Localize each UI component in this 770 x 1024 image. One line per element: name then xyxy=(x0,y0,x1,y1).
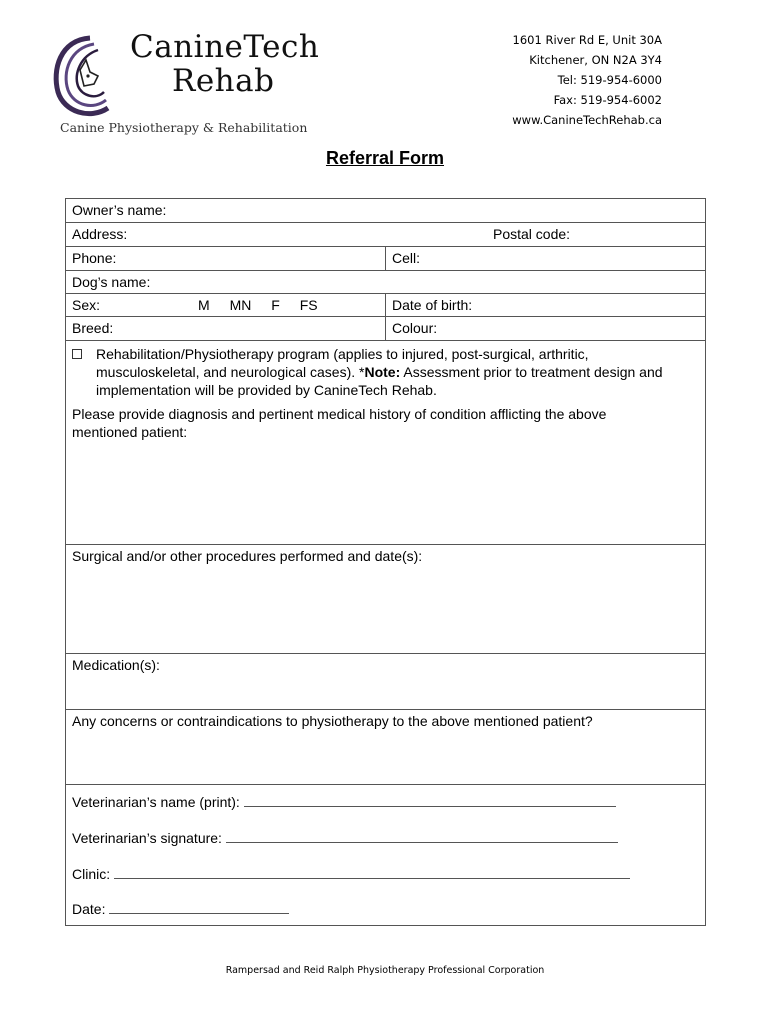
address-fax: Fax: 519-954-6002 xyxy=(553,93,662,107)
dog-row[interactable] xyxy=(66,271,705,294)
address-city: Kitchener, ON N2A 3Y4 xyxy=(529,53,662,67)
clinic-line[interactable] xyxy=(114,867,630,879)
sex-option-mn[interactable]: MN xyxy=(229,297,252,313)
logo-line-1: CanineTech xyxy=(130,29,320,65)
address-row[interactable] xyxy=(66,223,705,247)
vet-signature-field[interactable] xyxy=(72,830,618,846)
owner-row[interactable] xyxy=(66,199,705,223)
colour-label: Colour: xyxy=(392,320,438,336)
vet-name-line[interactable] xyxy=(244,795,616,807)
footer-corporation: Rampersad and Reid Ralph Physiotherapy Professional Corporation xyxy=(225,965,545,976)
vet-signature-label: Veterinarian’s signature: xyxy=(72,830,222,846)
program-text-main: Rehabilitation/Physiotherapy program (applies to injured, post-surgical, arthritic, musculoskeletal, and neurological cases). * xyxy=(96,346,589,380)
address-website: www.CanineTechRehab.ca xyxy=(512,113,662,127)
vet-signature-line[interactable] xyxy=(226,831,618,843)
contact-address xyxy=(512,30,662,130)
colour-cell[interactable] xyxy=(385,317,438,340)
sex-option-fs[interactable]: FS xyxy=(299,297,318,313)
postal-label: Postal code: xyxy=(493,226,571,242)
program-note-label: Note: xyxy=(364,364,401,380)
sex-label: Sex: xyxy=(72,297,101,313)
medication-label: Medication(s): xyxy=(72,657,160,673)
page-title: Referral Form xyxy=(325,148,445,168)
sex-option-f[interactable]: F xyxy=(271,297,280,313)
dob-label: Date of birth: xyxy=(392,297,473,313)
company-logo xyxy=(50,29,320,140)
date-line[interactable] xyxy=(109,902,289,914)
logo-wordmark xyxy=(130,30,319,98)
address-tel: Tel: 519-954-6000 xyxy=(557,73,662,87)
dog-name-label: Dog’s name: xyxy=(72,274,151,290)
address-street: 1601 River Rd E, Unit 30A xyxy=(512,33,662,47)
clinic-field[interactable] xyxy=(72,866,630,882)
phone-row[interactable] xyxy=(66,247,705,271)
sex-options xyxy=(198,297,332,313)
program-text-note: Assessment prior to treatment design and implementation will be provided by CanineTech Rehab. xyxy=(96,364,663,398)
date-label: Date: xyxy=(72,901,106,917)
cell-cell[interactable] xyxy=(385,247,421,270)
phone-label: Phone: xyxy=(72,250,117,266)
dog-swirl-logo-icon xyxy=(50,30,120,125)
owner-label: Owner’s name: xyxy=(72,202,167,218)
breed-label: Breed: xyxy=(72,320,114,336)
program-option xyxy=(72,345,692,399)
vet-name-field[interactable] xyxy=(72,794,616,810)
breed-row[interactable] xyxy=(66,317,705,341)
program-checkbox[interactable] xyxy=(72,349,82,359)
referral-form xyxy=(65,198,706,926)
vet-name-label: Veterinarian’s name (print): xyxy=(72,794,240,810)
logo-line-2: Rehab xyxy=(172,63,275,99)
sex-row[interactable] xyxy=(66,294,705,317)
address-label: Address: xyxy=(72,226,128,242)
diagnosis-label: Please provide diagnosis and pertinent medical history of condition afflicting the above mentioned patient: xyxy=(72,406,607,440)
logo-tagline: Canine Physiotherapy & Rehabilitation xyxy=(60,120,308,135)
surgical-label: Surgical and/or other procedures performed and date(s): xyxy=(72,548,423,564)
date-field[interactable] xyxy=(72,901,289,917)
cell-label: Cell: xyxy=(392,250,421,266)
program-text xyxy=(72,345,692,399)
surgical-section[interactable] xyxy=(66,544,705,654)
medication-section[interactable] xyxy=(66,654,705,710)
sex-option-m[interactable]: M xyxy=(198,297,210,313)
clinic-label: Clinic: xyxy=(72,866,111,882)
concerns-section[interactable] xyxy=(66,710,705,785)
concerns-label: Any concerns or contraindications to physiotherapy to the above mentioned patient? xyxy=(72,713,593,729)
dob-cell[interactable] xyxy=(385,294,473,316)
